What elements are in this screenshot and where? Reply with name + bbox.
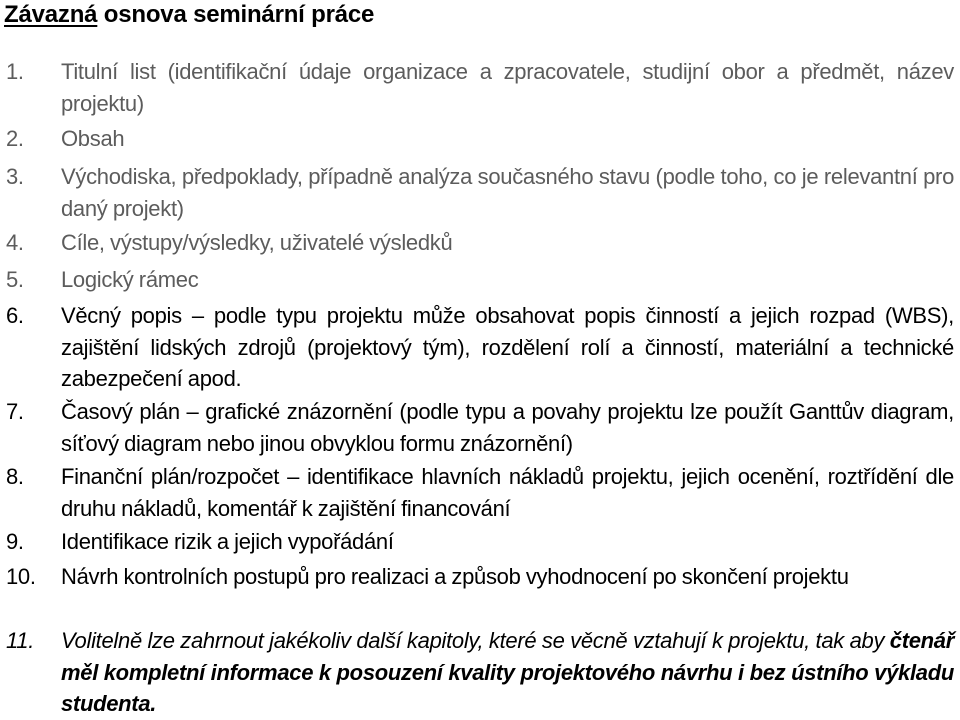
list-item-text: Věcný popis – podle typu projektu může obsahovat popis činností a jejich rozpad (WBS), zajištění lidských zdrojů (projektový tým), rozdělení rolí a činností, materiální a technické zabezpečení apod. — [61, 303, 954, 391]
list-item-number: 8. — [6, 464, 24, 489]
list-item-text: Logický rámec — [61, 267, 199, 292]
list-item-text: Cíle, výstupy/výsledky, uživatelé výsledků — [61, 230, 453, 255]
list-item-number: 6. — [6, 303, 24, 328]
list-item-text: Finanční plán/rozpočet – identifikace hlavních nákladů projektu, jejich ocenění, roztřídění dle druhu nákladů, komentář k zajištění financování — [61, 464, 954, 521]
page-title-rest: osnova seminární práce — [97, 1, 375, 28]
list-item-text: Identifikace rizik a jejich vypořádání — [61, 529, 394, 554]
list-item-text: Návrh kontrolních postupů pro realizaci a způsob vyhodnocení po skončení projektu — [61, 564, 849, 589]
list-item-text-plain: Volitelně lze zahrnout jakékoliv další kapitoly, které se věcně vztahují k projektu, tak aby — [61, 628, 890, 653]
list-item-number: 10. — [6, 564, 36, 589]
list-item-number: 7. — [6, 399, 24, 424]
page-title-underlined: Závazná — [4, 1, 98, 28]
list-item-number: 11. — [6, 628, 35, 653]
list-item-number: 1. — [6, 59, 24, 84]
list-item-number: 5. — [6, 267, 24, 292]
list-item-text: Východiska, předpoklady, případně analýza současného stavu (podle toho, co je relevantní pro daný projekt) — [61, 164, 954, 221]
list-item-text: Obsah — [61, 126, 125, 151]
list-item-text — [61, 625, 954, 720]
list-item-number: 4. — [6, 230, 24, 255]
list-item-text: Titulní list (identifikační údaje organizace a zpracovatele, studijní obor a předmět, název projektu) — [61, 59, 954, 116]
list-item-number: 2. — [6, 126, 24, 151]
list-item-number: 9. — [6, 529, 24, 554]
list-item-text: Časový plán – grafické znázornění (podle typu a povahy projektu lze použít Ganttův diagram, síťový diagram nebo jinou obvyklou formu znázornění) — [61, 399, 954, 456]
list-item-number: 3. — [6, 164, 24, 189]
list-item-text-bold: čtenář měl kompletní informace k posouzení kvality projektového návrhu i bez ústního výkladu studenta. — [61, 628, 954, 716]
page-title — [4, 0, 374, 30]
